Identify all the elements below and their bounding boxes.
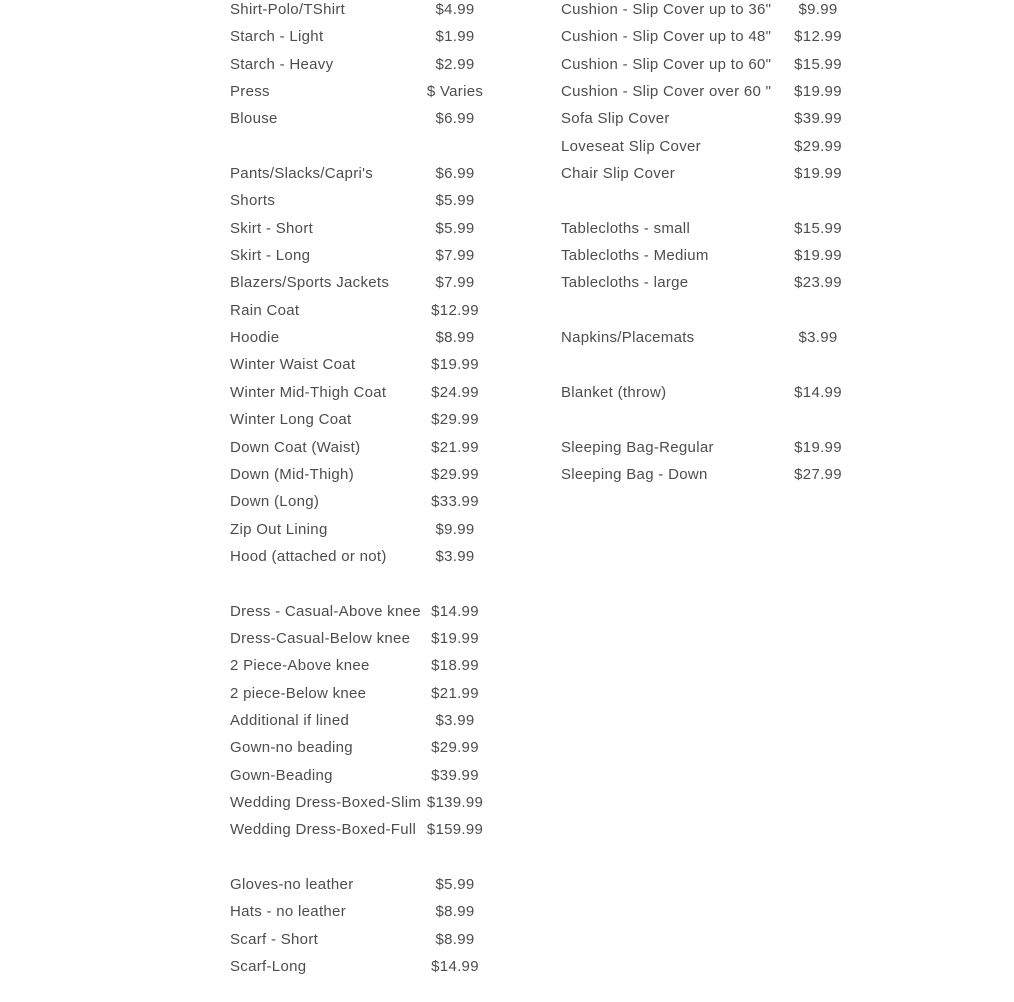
item-label: 2 Piece-Above knee	[230, 657, 370, 675]
item-label: Chair Slip Cover	[561, 165, 676, 183]
item-label: 2 piece-Below knee	[230, 684, 367, 702]
item-price: $12.99	[431, 301, 479, 319]
item-label: Napkins/Placemats	[561, 329, 695, 347]
item-price: $139.99	[426, 793, 484, 811]
item-label: Winter Waist Coat	[230, 356, 356, 374]
item-price: $19.99	[794, 165, 842, 183]
item-price: $1.99	[435, 28, 475, 46]
price-row	[230, 844, 520, 871]
item-price: $4.99	[435, 1, 475, 18]
item-price: $14.99	[794, 383, 842, 401]
price-row	[561, 160, 861, 187]
item-price: $19.99	[431, 629, 479, 647]
item-price: $9.99	[435, 520, 475, 538]
item-price: $19.99	[794, 438, 842, 456]
price-row	[561, 51, 861, 78]
price-row	[230, 789, 520, 816]
price-row	[230, 953, 520, 980]
item-label: Hats - no leather	[230, 903, 346, 921]
item-price: $19.99	[431, 356, 479, 374]
item-price: $3.99	[435, 711, 475, 729]
item-label: Loveseat Slip Cover	[561, 137, 701, 155]
price-row	[230, 816, 520, 843]
price-row	[561, 297, 861, 324]
price-row	[230, 543, 520, 570]
item-price: $29.99	[794, 137, 842, 155]
price-row	[230, 652, 520, 679]
price-row	[230, 734, 520, 761]
item-price: $3.99	[435, 547, 475, 565]
price-row	[230, 0, 520, 23]
item-label: Skirt - Long	[230, 247, 311, 265]
price-row	[230, 187, 520, 214]
item-label: Blanket (throw)	[561, 383, 667, 401]
item-label: Skirt - Short	[230, 219, 314, 237]
item-label: Starch - Light	[230, 28, 324, 46]
item-label: Down (Long)	[230, 493, 320, 511]
price-row	[230, 324, 520, 351]
item-label: Cushion - Slip Cover over 60 "	[561, 83, 772, 101]
item-label: Cushion - Slip Cover up to 36"	[561, 1, 772, 18]
price-row	[561, 434, 861, 461]
item-label: Down (Mid-Thigh)	[230, 465, 354, 483]
price-row	[230, 707, 520, 734]
item-price: $12.99	[794, 28, 842, 46]
item-label: Tablecloths - small	[561, 219, 691, 237]
price-row	[230, 379, 520, 406]
item-price: $3.99	[798, 329, 838, 347]
item-label: Press	[230, 83, 270, 101]
price-row	[230, 516, 520, 543]
item-label: Starch - Heavy	[230, 55, 334, 73]
price-row	[230, 78, 520, 105]
item-price: $29.99	[431, 411, 479, 429]
item-label: Scarf - Short	[230, 930, 319, 948]
item-price: $6.99	[435, 165, 475, 183]
price-row	[230, 434, 520, 461]
price-column-household	[561, 0, 861, 488]
price-row	[561, 78, 861, 105]
price-row	[230, 160, 520, 187]
price-row	[561, 461, 861, 488]
price-row	[230, 269, 520, 296]
item-price: $7.99	[435, 274, 475, 292]
item-price: $5.99	[435, 192, 475, 210]
price-row	[561, 324, 861, 351]
item-price: $18.99	[431, 657, 479, 675]
item-label: Rain Coat	[230, 301, 300, 319]
item-label: Scarf-Long	[230, 958, 307, 976]
item-label: Additional if lined	[230, 711, 350, 729]
item-label: Tablecloths - large	[561, 274, 689, 292]
price-row	[561, 215, 861, 242]
price-row	[561, 269, 861, 296]
item-label: Wedding Dress-Boxed-Slim	[230, 793, 422, 811]
item-price: $29.99	[431, 465, 479, 483]
item-label: Dress-Casual-Below knee	[230, 629, 411, 647]
price-row	[230, 51, 520, 78]
price-row	[561, 351, 861, 378]
item-label: Winter Mid-Thigh Coat	[230, 383, 387, 401]
item-price: $39.99	[431, 766, 479, 784]
price-row	[230, 242, 520, 269]
item-label: Shirt-Polo/TShirt	[230, 1, 346, 18]
item-price: $8.99	[435, 329, 475, 347]
item-price: $21.99	[431, 684, 479, 702]
price-row	[230, 570, 520, 597]
item-label: Tablecloths - Medium	[561, 247, 709, 265]
price-row	[230, 406, 520, 433]
item-price: $ Varies	[426, 83, 484, 101]
price-row	[561, 133, 861, 160]
price-row	[230, 488, 520, 515]
price-row	[230, 133, 520, 160]
item-label: Sofa Slip Cover	[561, 110, 670, 128]
item-label: Gown-no beading	[230, 739, 353, 757]
item-label: Hoodie	[230, 329, 280, 347]
price-row	[230, 297, 520, 324]
price-row	[561, 187, 861, 214]
price-row	[230, 680, 520, 707]
item-price: $23.99	[794, 274, 842, 292]
price-row	[230, 625, 520, 652]
item-price: $2.99	[435, 55, 475, 73]
price-column-garments	[230, 0, 520, 980]
item-label: Cushion - Slip Cover up to 60"	[561, 55, 772, 73]
item-label: Zip Out Lining	[230, 520, 328, 538]
price-row	[230, 926, 520, 953]
item-price: $15.99	[794, 219, 842, 237]
price-row	[561, 105, 861, 132]
item-label: Down Coat (Waist)	[230, 438, 361, 456]
price-row	[230, 898, 520, 925]
item-label: Hood (attached or not)	[230, 547, 387, 565]
item-price: $6.99	[435, 110, 475, 128]
price-row	[230, 23, 520, 50]
price-row	[230, 461, 520, 488]
price-row	[230, 215, 520, 242]
item-label: Sleeping Bag-Regular	[561, 438, 714, 456]
item-label: Wedding Dress-Boxed-Full	[230, 821, 417, 839]
price-row	[561, 0, 861, 23]
item-price: $33.99	[431, 493, 479, 511]
price-row	[561, 242, 861, 269]
item-price: $7.99	[435, 247, 475, 265]
item-label: Blouse	[230, 110, 278, 128]
price-row	[561, 379, 861, 406]
item-price: $27.99	[794, 465, 842, 483]
item-price: $8.99	[435, 903, 475, 921]
item-price: $19.99	[794, 247, 842, 265]
price-row	[230, 105, 520, 132]
item-label: Gloves-no leather	[230, 876, 354, 893]
price-row	[230, 598, 520, 625]
price-row	[561, 23, 861, 50]
price-row	[230, 351, 520, 378]
item-label: Winter Long Coat	[230, 411, 352, 429]
item-price: $5.99	[435, 219, 475, 237]
item-price: $19.99	[794, 83, 842, 101]
price-row	[561, 406, 861, 433]
item-label: Gown-Beading	[230, 766, 333, 784]
item-label: Pants/Slacks/Capri's	[230, 165, 374, 183]
item-price: $21.99	[431, 438, 479, 456]
item-price: $9.99	[798, 1, 838, 18]
item-label: Shorts	[230, 192, 276, 210]
price-row	[230, 762, 520, 789]
item-price: $39.99	[794, 110, 842, 128]
item-price: $24.99	[431, 383, 479, 401]
item-price: $14.99	[431, 958, 479, 976]
price-row	[230, 871, 520, 898]
item-label: Blazers/Sports Jackets	[230, 274, 390, 292]
item-price: $5.99	[435, 876, 475, 893]
item-price: $14.99	[431, 602, 479, 620]
item-price: $8.99	[435, 930, 475, 948]
item-label: Cushion - Slip Cover up to 48"	[561, 28, 772, 46]
item-label: Sleeping Bag - Down	[561, 465, 708, 483]
item-label: Dress - Casual-Above knee	[230, 602, 421, 620]
item-price: $29.99	[431, 739, 479, 757]
item-price: $15.99	[794, 55, 842, 73]
item-price: $159.99	[426, 821, 484, 839]
